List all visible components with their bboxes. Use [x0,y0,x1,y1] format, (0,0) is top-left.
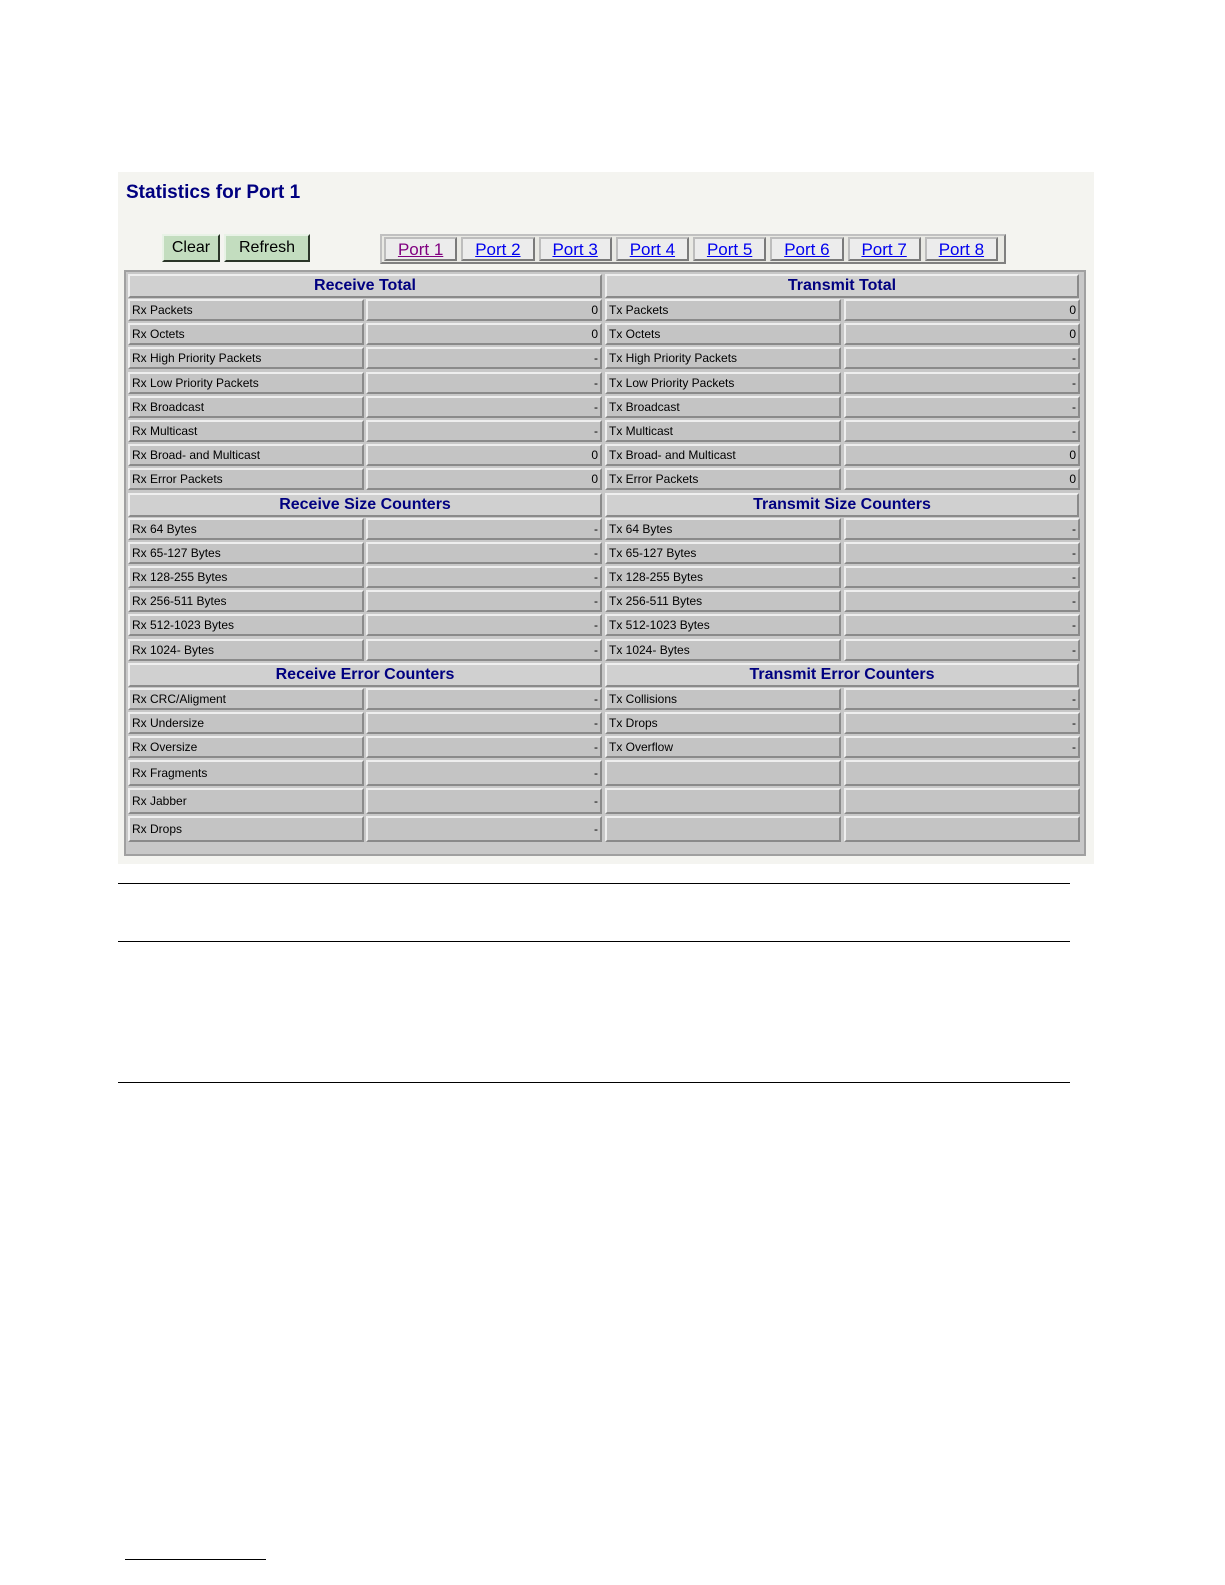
tx-value-cell: 0 [844,444,1080,466]
page-title: Statistics for Port 1 [126,182,301,203]
tx-value-cell: - [844,347,1080,369]
tx-label-cell: Tx Broadcast [605,396,841,418]
rx-value-cell: - [366,614,602,636]
tx-value-cell: - [844,736,1080,758]
rx-value-cell: - [366,816,602,842]
tx-value-cell [844,788,1080,814]
tx-value-cell: - [844,420,1080,442]
tx-value-cell: - [844,614,1080,636]
statistics-screenshot [118,172,1094,864]
tx-label-cell: Tx Collisions [605,688,841,710]
rx-value-cell: - [366,736,602,758]
rx-label-cell: Rx Broadcast [128,396,364,418]
rx-value-cell: 0 [366,468,602,490]
rx-value-cell: - [366,788,602,814]
tab-port-4[interactable]: Port 4 [616,237,689,261]
divider-line [118,883,1070,884]
tx-label-cell: Tx Low Priority Packets [605,372,841,394]
rx-value-cell: - [366,760,602,786]
receive-section-header: Receive Error Counters [128,663,602,687]
tx-value-cell: - [844,566,1080,588]
tx-value-cell [844,816,1080,842]
tx-label-cell: Tx Octets [605,323,841,345]
tx-label-cell: Tx High Priority Packets [605,347,841,369]
receive-section-header: Receive Total [128,274,602,298]
tx-label-cell: Tx Drops [605,712,841,734]
divider-line [118,941,1070,942]
tx-value-cell: - [844,590,1080,612]
rx-label-cell: Rx CRC/Aligment [128,688,364,710]
rx-label-cell: Rx Oversize [128,736,364,758]
rx-label-cell: Rx Error Packets [128,468,364,490]
rx-value-cell: - [366,396,602,418]
rx-value-cell: - [366,639,602,661]
rx-label-cell: Rx Multicast [128,420,364,442]
tx-label-cell: Tx 256-511 Bytes [605,590,841,612]
rx-label-cell: Rx 256-511 Bytes [128,590,364,612]
rx-label-cell: Rx Octets [128,323,364,345]
tx-value-cell [844,760,1080,786]
refresh-button[interactable]: Refresh [224,234,310,262]
rx-value-cell: - [366,688,602,710]
tx-label-cell: Tx 128-255 Bytes [605,566,841,588]
tx-value-cell: - [844,688,1080,710]
tx-label-cell: Tx 64 Bytes [605,518,841,540]
footnote-rule [125,1559,266,1560]
statistics-table [124,270,1086,856]
tx-value-cell: 0 [844,468,1080,490]
tab-port-2[interactable]: Port 2 [461,237,534,261]
tx-value-cell: - [844,396,1080,418]
rx-value-cell: - [366,518,602,540]
tx-label-cell [605,816,841,842]
transmit-section-header: Transmit Size Counters [605,493,1079,517]
tx-label-cell: Tx 65-127 Bytes [605,542,841,564]
tx-value-cell: - [844,639,1080,661]
rx-label-cell: Rx Fragments [128,760,364,786]
rx-value-cell: - [366,420,602,442]
rx-label-cell: Rx Broad- and Multicast [128,444,364,466]
divider-line [118,1082,1070,1083]
rx-value-cell: - [366,542,602,564]
tx-value-cell: - [844,518,1080,540]
rx-value-cell: 0 [366,299,602,321]
port-tabs [380,234,1006,264]
tx-value-cell: 0 [844,323,1080,345]
tx-label-cell: Tx Multicast [605,420,841,442]
rx-label-cell: Rx Drops [128,816,364,842]
tx-value-cell: - [844,712,1080,734]
tx-label-cell [605,788,841,814]
tx-label-cell: Tx Overflow [605,736,841,758]
tab-port-1[interactable]: Port 1 [384,237,457,261]
tx-label-cell: Tx Broad- and Multicast [605,444,841,466]
rx-label-cell: Rx 64 Bytes [128,518,364,540]
rx-value-cell: - [366,566,602,588]
tab-port-6[interactable]: Port 6 [770,237,843,261]
tx-label-cell [605,760,841,786]
rx-label-cell: Rx 512-1023 Bytes [128,614,364,636]
tx-label-cell: Tx 1024- Bytes [605,639,841,661]
rx-value-cell: - [366,590,602,612]
tab-port-8[interactable]: Port 8 [925,237,998,261]
rx-value-cell: - [366,712,602,734]
rx-value-cell: - [366,347,602,369]
clear-button[interactable]: Clear [162,234,220,262]
rx-value-cell: 0 [366,323,602,345]
rx-label-cell: Rx Packets [128,299,364,321]
receive-section-header: Receive Size Counters [128,493,602,517]
tx-value-cell: 0 [844,299,1080,321]
transmit-section-header: Transmit Error Counters [605,663,1079,687]
tx-label-cell: Tx Error Packets [605,468,841,490]
tx-label-cell: Tx Packets [605,299,841,321]
tx-value-cell: - [844,372,1080,394]
rx-label-cell: Rx 1024- Bytes [128,639,364,661]
rx-label-cell: Rx High Priority Packets [128,347,364,369]
tx-label-cell: Tx 512-1023 Bytes [605,614,841,636]
rx-label-cell: Rx Low Priority Packets [128,372,364,394]
rx-label-cell: Rx Undersize [128,712,364,734]
rx-label-cell: Rx 65-127 Bytes [128,542,364,564]
tx-value-cell: - [844,542,1080,564]
tab-port-3[interactable]: Port 3 [539,237,612,261]
tab-port-5[interactable]: Port 5 [693,237,766,261]
tab-port-7[interactable]: Port 7 [848,237,921,261]
rx-value-cell: 0 [366,444,602,466]
rx-value-cell: - [366,372,602,394]
transmit-section-header: Transmit Total [605,274,1079,298]
rx-label-cell: Rx Jabber [128,788,364,814]
rx-label-cell: Rx 128-255 Bytes [128,566,364,588]
